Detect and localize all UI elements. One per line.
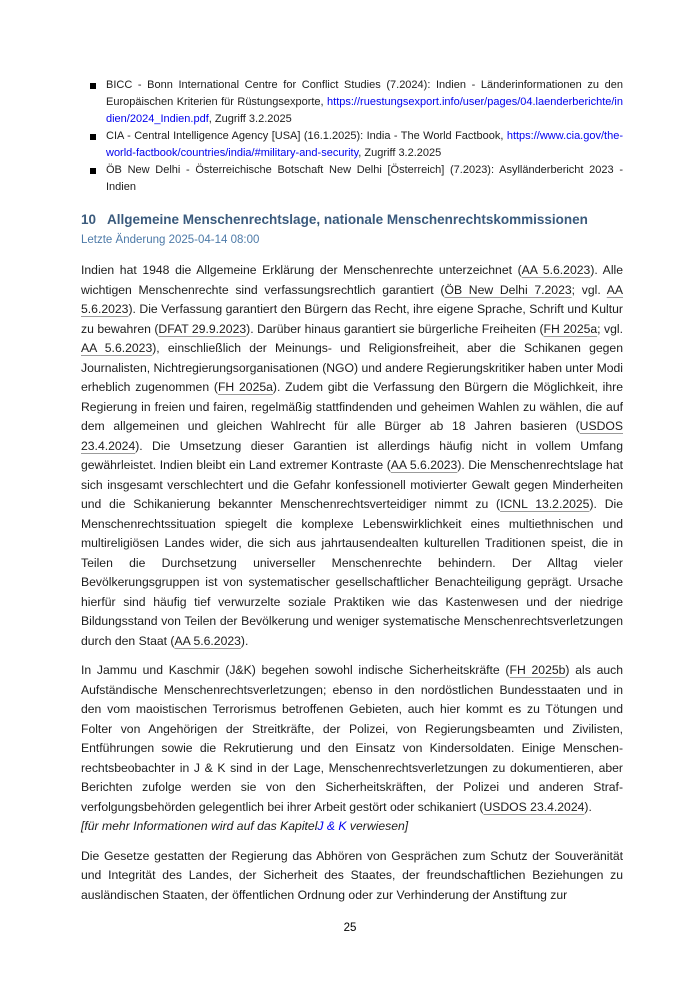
source-ref-link[interactable]: ICNL 13.2.2025 bbox=[500, 497, 590, 511]
source-list bbox=[90, 77, 623, 196]
text-run: , Zugriff 3.2.2025 bbox=[358, 147, 442, 159]
text-run: ). Darüber hinaus garantiert sie bürgerliche Freiheiten ( bbox=[246, 321, 544, 336]
page-number: 25 bbox=[343, 922, 357, 934]
source-ref-link[interactable]: DFAT 29.9.2023 bbox=[158, 321, 247, 336]
chapter-reference-note bbox=[81, 817, 623, 837]
chapter-link[interactable]: J & K bbox=[317, 819, 347, 833]
text-run: ), einschließlich der Meinungs- und Religionsfreiheit, aber die Schikanen gegen Journalisten, Nichtregierungsorganisationen (NGO) und andere Regierungskritiker haben unter Modi erheblich zugenommen ( bbox=[81, 341, 623, 394]
text-run: ). Die Menschenrechtslage hat sich insgesamt verschlechtert und die Gefahr konfessionell motivierter Gewalt gegen Minderheiten und die Schikanierung bekannter Menschenrechtsverteidiger nimmt zu ( bbox=[81, 458, 623, 511]
text-run: ) als auch Aufständische Menschenrechtsverletzungen; ebenso in den nordöstlichen Bundesstaaten und in den vom maoistischen Terrorismus betroffenen Gebieten, auch hier kommt es zu Tötungen und Folter von Angehörigen der Streitkräfte, der Polizei, von Regierungsbeamten und Zivilisten, Entführungen sowie die Rekrutierung und den Einsatz von Kindersoldaten. Einige Menschenrechtsbeobachter in J & K sind in der Lage, Menschenrechtsverletzungen zu dokumentieren, aber Berichten zufolge werden sie von den Sicherheitskräften, der Polizei und anderen Strafverfolgungsbehörden gelegentlich bei ihrer Arbeit gestört oder schikaniert ( bbox=[81, 663, 623, 814]
text-run: Indien hat 1948 die Allgemeine Erklärung der Menschenrechte unterzeichnet ( bbox=[81, 263, 522, 277]
bullet-square-icon bbox=[90, 83, 96, 89]
bullet-square-icon bbox=[90, 168, 96, 174]
source-ref-link[interactable]: ÖB New Delhi 7.2023 bbox=[444, 282, 572, 297]
text-run: ). Die Verfassung garantiert den Bürgern das Recht, ihre eigene Sprache, Schrift und Kultur zu bewahren ( bbox=[81, 302, 623, 336]
text-run: In Jammu und Kaschmir (J&K) begehen sowohl indische Sicherheitskräfte ( bbox=[81, 663, 510, 677]
text-run: ; vgl. bbox=[571, 282, 607, 297]
section-number: 10 bbox=[81, 212, 97, 227]
text-run: ÖB New Delhi - Österreichische Botschaft New Delhi [Österreich] (7.2023): Asylländerbericht 2023 - Indien bbox=[106, 164, 623, 193]
text-run: ). Die Menschenrechtssituation spiegelt die komplexe Lebenswirklichkeit eines multiethnischen und multireligiösen Landes wider, die sich aus jahrtausendealten kulturellen Traditionen speist, die in Teilen die Durchsetzung universeller Menschenrechte behindern. Der Alltag vieler Bevölkerungsgruppen ist von systematischer gesellschaftlicher Benachteiligung geprägt. Ursache hierfür sind häufig tief verwurzelte soziale Praktiken wie das Kastenwesen und der niedrige Bildungsstand von Teilen der Bevölkerung und weniger systematische Menschenrechtsverletzungen durch den Staat ( bbox=[81, 497, 623, 648]
source-ref-link[interactable]: FH 2025a bbox=[217, 380, 273, 394]
external-link[interactable]: https://ruestungsexport.info/user/pages/04.laenderberichte/indien/2024_Indien.pdf bbox=[106, 96, 623, 125]
body-paragraphs bbox=[81, 261, 623, 905]
source-ref-link[interactable]: FH 2025b bbox=[509, 663, 566, 677]
body-paragraph bbox=[81, 661, 623, 817]
body-paragraph bbox=[81, 847, 623, 906]
source-ref-link[interactable]: AA 5.6.2023 bbox=[390, 458, 458, 472]
text-run: , Zugriff 3.2.2025 bbox=[208, 113, 292, 125]
bullet-square-icon bbox=[90, 134, 96, 140]
text-run: ). bbox=[240, 633, 249, 648]
source-ref-link[interactable]: USDOS 23.4.2024 bbox=[483, 799, 585, 814]
text-run: ). Die Umsetzung dieser Garantien ist allerdings häufig nicht in vollem Umfang gewährleistet. Indien bleibt ein Land extremer Kontraste ( bbox=[81, 438, 623, 472]
source-ref-link[interactable]: FH 2025a bbox=[543, 321, 598, 336]
text-run: ). bbox=[584, 799, 592, 814]
section-heading bbox=[81, 210, 623, 230]
source-ref-link[interactable]: AA 5.6.2023 bbox=[81, 341, 153, 355]
section-title: Allgemeine Menschenrechtslage, nationale Menschenrechtskommissionen bbox=[107, 212, 588, 227]
text-run: ; vgl. bbox=[597, 321, 623, 336]
text-run: [für mehr Informationen wird auf das Kapitel bbox=[81, 819, 318, 833]
text-run: Die Gesetze gestatten der Regierung das Abhören von Gesprächen zum Schutz der Souveränität und Integrität des Landes, der Sicherheit des Staates, der freundschaftlichen Beziehungen zu ausländischen Staaten, der öffentlichen Ordnung oder zur Verhinderung der Anstiftung zur bbox=[81, 848, 623, 902]
source-ref-link[interactable]: AA 5.6.2023 bbox=[521, 263, 591, 277]
source-list-item bbox=[90, 77, 623, 128]
source-ref-link[interactable]: USDOS 23.4.2024 bbox=[81, 419, 623, 453]
text-run: BICC - Bonn International Centre for Conflict Studies (7.2024): Indien - Länderinformationen zu den Europäischen Kriterien für Rüstungsexporte, bbox=[106, 79, 623, 108]
text-run: ). Alle wichtigen Menschenrechte sind verfassungsrechtlich garantiert ( bbox=[81, 263, 624, 297]
text-run: verwiesen] bbox=[346, 819, 409, 833]
source-list-item bbox=[90, 128, 623, 162]
external-link[interactable]: https://www.cia.gov/the-world-factbook/countries/india/#military-and-security bbox=[106, 130, 623, 159]
last-change-note: Letzte Änderung 2025-04-14 08:00 bbox=[81, 234, 260, 246]
source-ref-link[interactable]: AA 5.6.2023 bbox=[174, 633, 241, 648]
body-paragraph bbox=[81, 261, 623, 651]
source-ref-link[interactable]: AA 5.6.2023 bbox=[81, 282, 624, 316]
source-list-item bbox=[90, 162, 623, 196]
text-run: ). Zudem gibt die Verfassung den Bürgern die Möglichkeit, ihre Regierung in freien und fairen, regelmäßig stattfindenden und geheimen Wahlen zu wählen, die auf dem allgemeinen und gleichen Wahlrecht für alle Bürger ab 18 Jahren basieren ( bbox=[81, 380, 623, 433]
text-run: CIA - Central Intelligence Agency [USA] (16.1.2025): India - The World Factbook, bbox=[106, 130, 507, 142]
